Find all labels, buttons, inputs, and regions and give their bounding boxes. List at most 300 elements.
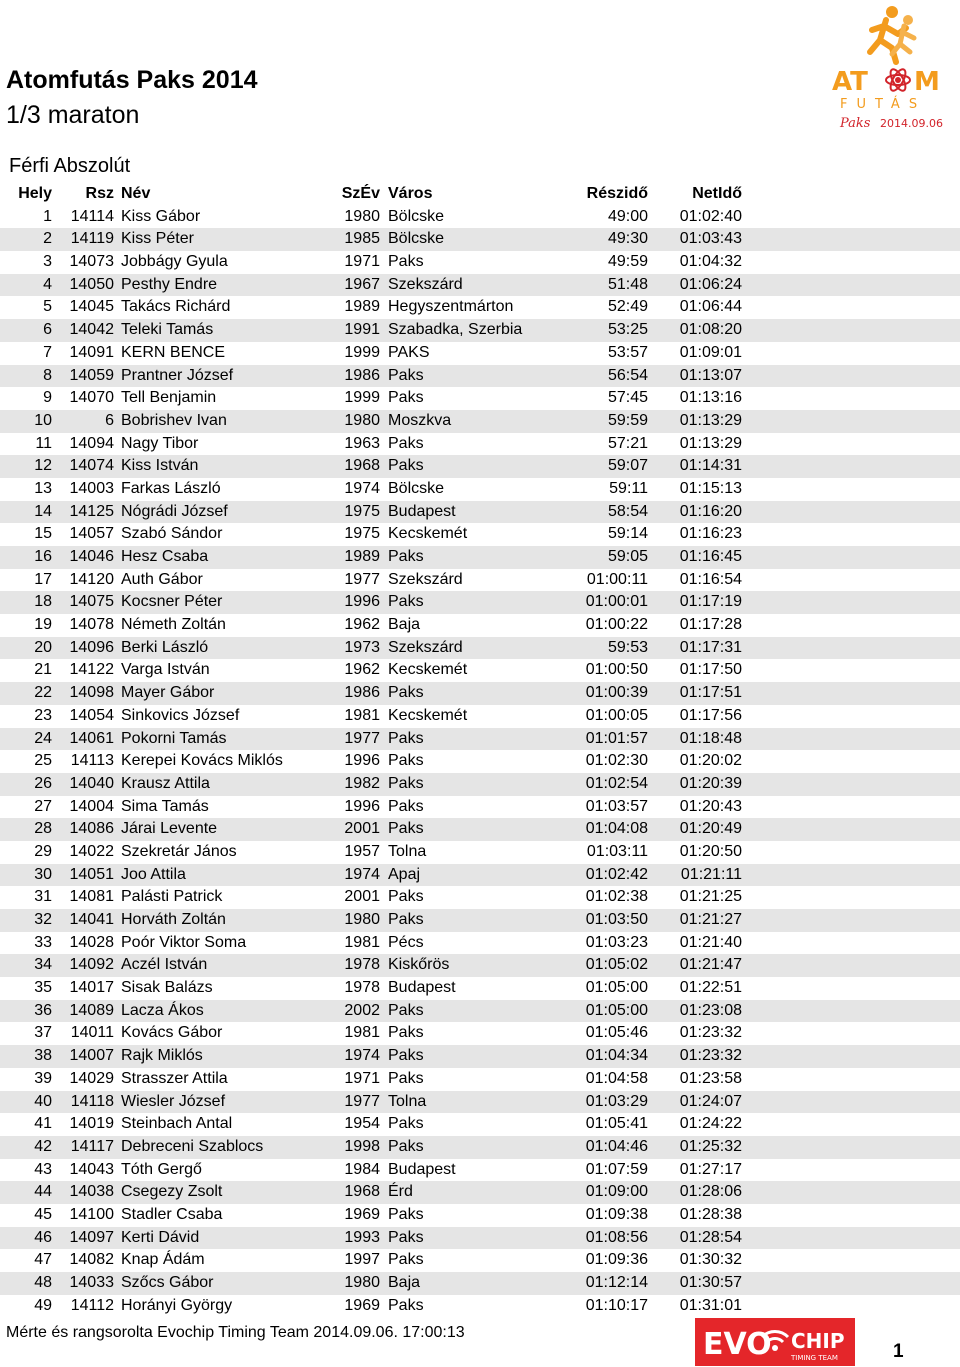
table-row [0, 1022, 960, 1045]
cell-varos: Baja [388, 616, 421, 634]
cell-reszido: 49:59 [607, 253, 648, 271]
cell-szev: 1957 [344, 842, 380, 860]
table-row [0, 1227, 960, 1250]
cell-reszido: 01:02:42 [585, 865, 648, 883]
cell-szev: 1977 [344, 570, 380, 588]
cell-rsz: 14017 [69, 979, 114, 997]
cell-netido: 01:13:07 [679, 366, 742, 384]
cell-reszido: 01:05:41 [585, 1115, 648, 1133]
cell-szev: 1975 [344, 525, 380, 543]
table-row [0, 954, 960, 977]
cell-rsz: 14007 [69, 1047, 114, 1065]
cell-nev: Wiesler József [121, 1092, 226, 1110]
cell-varos: Kecskemét [388, 661, 468, 679]
table-row [0, 1204, 960, 1227]
table-row [0, 614, 960, 637]
cell-nev: Kovács Gábor [121, 1024, 223, 1042]
cell-hely: 7 [43, 343, 52, 361]
cell-netido: 01:17:56 [679, 706, 742, 724]
cell-netido: 01:06:44 [679, 298, 742, 316]
cell-netido: 01:24:07 [679, 1092, 742, 1110]
table-row [0, 932, 960, 955]
cell-netido: 01:21:27 [679, 911, 742, 928]
cell-szev: 1968 [344, 457, 380, 475]
cell-netido: 01:09:01 [679, 343, 742, 361]
atom-icon [886, 67, 910, 93]
cell-hely: 41 [34, 1115, 52, 1133]
cell-reszido: 01:04:08 [585, 820, 648, 838]
cell-nev: Kerti Dávid [121, 1228, 200, 1246]
cell-reszido: 01:03:57 [585, 797, 648, 815]
cell-szev: 1996 [344, 593, 380, 611]
cell-szev: 1996 [344, 797, 380, 815]
cell-varos: Tolna [388, 842, 427, 860]
cell-hely: 40 [34, 1092, 52, 1110]
cell-nev: Nagy Tibor [121, 434, 199, 452]
cell-reszido: 01:05:02 [585, 956, 648, 974]
cell-netido: 01:28:54 [679, 1228, 742, 1246]
cell-netido: 01:18:48 [679, 729, 742, 747]
cell-nev: Szekretár János [121, 842, 237, 860]
cell-hely: 48 [34, 1274, 52, 1291]
cell-netido: 01:20:50 [679, 842, 742, 860]
cell-nev: Kiss Gábor [121, 207, 201, 225]
cell-szev: 1968 [344, 1183, 380, 1201]
cell-hely: 36 [34, 1001, 52, 1019]
cell-rsz: 14096 [69, 638, 114, 656]
cell-hely: 11 [35, 434, 52, 452]
cell-netido: 01:21:25 [679, 888, 742, 906]
cell-hely: 31 [34, 888, 52, 906]
cell-netido: 01:14:31 [679, 457, 742, 475]
cell-varos: Kiskőrös [388, 956, 450, 974]
cell-szev: 1989 [344, 548, 380, 565]
cell-szev: 1974 [344, 1047, 380, 1065]
cell-hely: 29 [34, 842, 52, 860]
cell-hely: 12 [34, 457, 52, 475]
cell-szev: 1974 [344, 479, 380, 497]
cell-netido: 01:20:43 [679, 797, 742, 815]
table-row [0, 296, 960, 319]
cell-rsz: 14125 [69, 502, 114, 520]
page-subtitle: 1/3 maraton [6, 101, 140, 129]
cell-netido: 01:21:40 [679, 933, 742, 951]
cell-nev: Steinbach Antal [121, 1115, 233, 1133]
cell-rsz: 14061 [69, 729, 114, 747]
cell-szev: 1975 [344, 502, 380, 520]
cell-szev: 2002 [344, 1001, 380, 1019]
table-row [0, 1091, 960, 1114]
cell-nev: Teleki Tamás [121, 321, 214, 339]
cell-hely: 21 [34, 661, 52, 679]
cell-rsz: 14122 [69, 661, 114, 679]
cell-hely: 10 [34, 411, 52, 429]
cell-netido: 01:15:13 [679, 479, 742, 497]
cell-netido: 01:17:19 [679, 593, 742, 611]
cell-hely: 46 [34, 1228, 52, 1246]
col-header-netido: NetIdő [692, 185, 742, 202]
cell-rsz: 14028 [69, 933, 114, 951]
cell-varos: Pécs [388, 933, 424, 951]
cell-rsz: 14081 [69, 888, 114, 906]
cell-varos: Kecskemét [388, 525, 468, 543]
cell-hely: 38 [34, 1047, 52, 1065]
cell-reszido: 01:10:17 [585, 1296, 648, 1314]
cell-szev: 1963 [344, 434, 380, 452]
cell-nev: Rajk Miklós [121, 1047, 203, 1065]
cell-netido: 01:04:32 [679, 253, 742, 271]
cell-nev: Jobbágy Gyula [121, 253, 228, 271]
cell-hely: 30 [34, 865, 52, 883]
table-row [0, 728, 960, 751]
cell-nev: Sima Tamás [121, 797, 209, 815]
cell-hely: 26 [34, 774, 52, 792]
cell-varos: Paks [388, 797, 424, 815]
cell-rsz: 14019 [69, 1115, 114, 1133]
table-row [0, 274, 960, 297]
table-row [0, 1295, 960, 1318]
cell-netido: 01:02:40 [679, 207, 742, 225]
cell-reszido: 01:04:58 [585, 1069, 648, 1087]
cell-reszido: 01:05:00 [585, 979, 648, 997]
cell-rsz: 14094 [69, 434, 114, 452]
table-row [0, 977, 960, 1000]
cell-rsz: 14091 [69, 343, 114, 361]
cell-hely: 22 [34, 684, 52, 702]
table-row [0, 773, 960, 796]
cell-reszido: 56:54 [607, 366, 648, 384]
table-row [0, 501, 960, 524]
col-header-nev: Név [121, 185, 151, 202]
cell-szev: 1981 [344, 1024, 380, 1042]
cell-szev: 1998 [344, 1137, 380, 1155]
table-row [0, 1000, 960, 1023]
table-row [0, 705, 960, 728]
cell-netido: 01:24:22 [679, 1115, 742, 1133]
cell-szev: 1996 [344, 752, 380, 770]
cell-netido: 01:23:08 [679, 1001, 742, 1019]
cell-hely: 14 [34, 502, 52, 520]
cell-szev: 1978 [344, 956, 380, 974]
cell-netido: 01:27:17 [679, 1160, 742, 1178]
cell-reszido: 01:00:50 [585, 661, 648, 679]
cell-reszido: 01:00:11 [586, 570, 648, 588]
cell-reszido: 01:09:00 [585, 1183, 648, 1201]
cell-nev: Sisak Balázs [121, 979, 213, 997]
cell-varos: Paks [388, 888, 424, 906]
cell-varos: Paks [388, 593, 424, 611]
table-row [0, 410, 960, 433]
cell-rsz: 14097 [69, 1228, 114, 1246]
cell-varos: Paks [388, 366, 424, 384]
cell-rsz: 6 [105, 411, 114, 429]
cell-rsz: 14098 [69, 684, 114, 702]
cell-netido: 01:23:32 [679, 1047, 742, 1065]
cell-reszido: 01:00:39 [585, 684, 648, 702]
cell-rsz: 14038 [69, 1183, 114, 1201]
cell-szev: 1969 [344, 1296, 380, 1314]
cell-szev: 1993 [344, 1228, 380, 1246]
cell-rsz: 14089 [69, 1001, 114, 1019]
cell-rsz: 14119 [70, 230, 114, 248]
cell-rsz: 14086 [69, 820, 114, 838]
cell-netido: 01:28:38 [679, 1205, 742, 1223]
cell-reszido: 51:48 [607, 275, 648, 293]
cell-rsz: 14075 [69, 593, 114, 611]
cell-nev: Prantner József [121, 366, 234, 384]
cell-hely: 16 [34, 548, 52, 565]
cell-reszido: 53:25 [607, 321, 648, 339]
table-row [0, 569, 960, 592]
cell-reszido: 52:49 [607, 298, 648, 316]
evochip-tagline: TIMING TEAM [791, 1354, 838, 1362]
cell-hely: 34 [34, 956, 52, 974]
cell-hely: 39 [34, 1069, 52, 1087]
cell-netido: 01:08:20 [679, 321, 742, 339]
cell-varos: Paks [388, 434, 424, 452]
cell-hely: 44 [34, 1183, 52, 1201]
cell-szev: 1980 [344, 1274, 380, 1291]
cell-netido: 01:16:45 [679, 548, 742, 565]
cell-hely: 20 [34, 638, 52, 656]
cell-rsz: 14029 [69, 1069, 114, 1087]
cell-nev: Krausz Attila [121, 774, 210, 792]
table-row [0, 365, 960, 388]
cell-szev: 1971 [344, 253, 380, 271]
cell-szev: 1962 [344, 616, 380, 634]
cell-rsz: 14042 [69, 321, 114, 339]
cell-rsz: 14092 [69, 956, 114, 974]
col-header-szev: SzÉv [341, 185, 380, 202]
cell-szev: 1986 [344, 366, 380, 384]
table-row [0, 818, 960, 841]
cell-nev: Stadler Csaba [121, 1205, 223, 1223]
cell-rsz: 14043 [69, 1160, 114, 1178]
cell-reszido: 01:03:50 [585, 911, 648, 928]
cell-hely: 35 [34, 979, 52, 997]
cell-netido: 01:25:32 [679, 1137, 742, 1155]
cell-szev: 1967 [344, 275, 380, 293]
table-body [0, 206, 960, 1318]
cell-hely: 25 [34, 752, 52, 770]
cell-rsz: 14045 [69, 298, 114, 316]
table-row [0, 1159, 960, 1182]
table-row [0, 1181, 960, 1204]
cell-varos: Bölcske [388, 207, 445, 225]
cell-reszido: 01:09:38 [585, 1205, 648, 1223]
cell-szev: 1991 [344, 321, 380, 339]
cell-hely: 27 [34, 797, 52, 815]
table-row [0, 909, 960, 932]
cell-varos: Budapest [388, 502, 456, 520]
cell-hely: 18 [34, 593, 52, 611]
col-header-varos: Város [388, 185, 433, 202]
table-row [0, 206, 960, 229]
cell-varos: Tolna [388, 1092, 427, 1110]
logo-word-at: AT [832, 67, 868, 97]
atom-futas-logo [826, 0, 954, 132]
table-row [0, 591, 960, 614]
cell-nev: Kiss Péter [121, 230, 194, 248]
cell-nev: Németh Zoltán [121, 616, 226, 634]
cell-rsz: 14082 [69, 1251, 114, 1269]
footer-credit: Mérte és rangsorolta Evochip Timing Team 2014.09.06. 17:00:13 [6, 1324, 465, 1341]
table-row [0, 387, 960, 410]
cell-varos: Szekszárd [388, 638, 463, 656]
cell-reszido: 01:02:30 [585, 752, 648, 770]
cell-szev: 1999 [344, 343, 380, 361]
table-row [0, 455, 960, 478]
cell-varos: Paks [388, 752, 424, 770]
cell-hely: 45 [34, 1205, 52, 1223]
cell-rsz: 14117 [70, 1137, 114, 1155]
cell-nev: Nógrádi József [121, 502, 228, 520]
table-row [0, 1272, 960, 1295]
cell-nev: Varga István [121, 661, 210, 679]
cell-reszido: 01:04:46 [585, 1137, 648, 1155]
cell-netido: 01:30:32 [679, 1251, 742, 1269]
logo-word-m: M [914, 67, 940, 97]
table-header [0, 183, 960, 206]
cell-varos: Paks [388, 1137, 424, 1155]
cell-szev: 1977 [344, 729, 380, 747]
runner-icon [870, 6, 914, 62]
table-row [0, 1249, 960, 1272]
evochip-chip: CHIP [791, 1329, 845, 1353]
cell-varos: PAKS [388, 343, 430, 361]
cell-varos: Paks [388, 1069, 424, 1087]
cell-varos: Kecskemét [388, 706, 468, 724]
cell-hely: 3 [43, 253, 52, 271]
cell-reszido: 59:59 [607, 411, 648, 429]
cell-reszido: 59:11 [609, 479, 648, 497]
cell-nev: Járai Levente [121, 820, 218, 838]
cell-nev: Tell Benjamin [121, 389, 217, 407]
cell-hely: 28 [34, 820, 52, 838]
cell-szev: 1980 [344, 911, 380, 928]
cell-rsz: 14046 [69, 548, 114, 565]
cell-nev: Bobrishev Ivan [121, 411, 227, 429]
table-row [0, 523, 960, 546]
cell-varos: Paks [388, 1047, 424, 1065]
cell-netido: 01:20:02 [679, 752, 742, 770]
cell-nev: Horányi György [121, 1296, 233, 1314]
cell-netido: 01:13:29 [679, 411, 742, 429]
cell-netido: 01:17:51 [679, 684, 742, 702]
cell-nev: Szőcs Gábor [121, 1274, 214, 1291]
cell-varos: Szekszárd [388, 570, 463, 588]
cell-szev: 1985 [344, 230, 380, 248]
cell-nev: Sinkovics József [121, 706, 240, 724]
cell-hely: 33 [34, 933, 52, 951]
cell-hely: 15 [34, 525, 52, 543]
cell-reszido: 59:53 [607, 638, 648, 656]
table-row [0, 886, 960, 909]
cell-netido: 01:16:54 [679, 570, 742, 588]
table-row [0, 228, 960, 251]
cell-varos: Paks [388, 1024, 424, 1042]
cell-reszido: 01:00:01 [585, 593, 648, 611]
cell-varos: Paks [388, 1296, 424, 1314]
cell-nev: Joo Attila [121, 865, 186, 883]
cell-rsz: 14073 [69, 253, 114, 271]
cell-rsz: 14074 [69, 457, 114, 475]
table-row [0, 682, 960, 705]
cell-hely: 42 [34, 1137, 52, 1155]
cell-szev: 2001 [344, 820, 380, 838]
cell-rsz: 14059 [69, 366, 114, 384]
cell-szev: 1954 [344, 1115, 380, 1133]
cell-rsz: 14118 [70, 1092, 114, 1110]
logo-date: 2014.09.06 [880, 117, 943, 130]
cell-szev: 1977 [344, 1092, 380, 1110]
cell-netido: 01:17:28 [679, 616, 742, 634]
cell-varos: Paks [388, 1205, 424, 1223]
cell-rsz: 14050 [69, 275, 114, 293]
cell-netido: 01:21:11 [680, 865, 742, 883]
cell-reszido: 01:08:56 [585, 1228, 648, 1246]
cell-varos: Bölcske [388, 479, 445, 497]
cell-varos: Hegyszentmárton [388, 298, 514, 316]
cell-netido: 01:17:50 [679, 661, 742, 679]
cell-hely: 1 [43, 207, 52, 225]
table-row [0, 796, 960, 819]
evochip-evo: EVO [703, 1327, 772, 1362]
cell-nev: Pesthy Endre [121, 275, 218, 293]
cell-nev: Csegezy Zsolt [121, 1183, 223, 1201]
cell-reszido: 01:02:54 [585, 774, 648, 792]
cell-reszido: 59:05 [607, 548, 648, 565]
cell-varos: Paks [388, 911, 424, 928]
cell-varos: Szekszárd [388, 275, 463, 293]
cell-nev: Hesz Csaba [121, 548, 209, 565]
logo-place: Paks [840, 116, 871, 131]
cell-varos: Paks [388, 1115, 424, 1133]
cell-rsz: 14078 [69, 616, 114, 634]
cell-varos: Paks [388, 253, 424, 271]
page-number: 1 [893, 1341, 904, 1362]
cell-rsz: 14120 [69, 570, 114, 588]
cell-hely: 4 [43, 275, 52, 293]
cell-varos: Paks [388, 548, 424, 565]
cell-varos: Paks [388, 457, 424, 475]
cell-nev: Auth Gábor [121, 570, 203, 588]
cell-hely: 23 [34, 706, 52, 724]
cell-varos: Paks [388, 1001, 424, 1019]
cell-varos: Paks [388, 820, 424, 838]
table-row [0, 750, 960, 773]
cell-nev: Aczél István [121, 956, 208, 974]
cell-reszido: 57:21 [607, 434, 648, 452]
cell-nev: Farkas László [121, 479, 221, 497]
cell-varos: Apaj [388, 865, 421, 883]
cell-szev: 1980 [344, 207, 380, 225]
cell-netido: 01:03:43 [679, 230, 742, 248]
cell-rsz: 14040 [69, 774, 114, 792]
cell-hely: 6 [43, 321, 52, 339]
table-row [0, 637, 960, 660]
cell-rsz: 14057 [69, 525, 114, 543]
table-row [0, 433, 960, 456]
cell-rsz: 14113 [70, 752, 114, 770]
cell-szev: 1982 [344, 774, 380, 792]
cell-netido: 01:06:24 [679, 275, 742, 293]
cell-hely: 49 [34, 1296, 52, 1314]
cell-rsz: 14033 [69, 1274, 114, 1291]
cell-szev: 1978 [344, 979, 380, 997]
cell-reszido: 01:00:05 [585, 706, 648, 724]
cell-nev: Kocsner Péter [121, 593, 223, 611]
